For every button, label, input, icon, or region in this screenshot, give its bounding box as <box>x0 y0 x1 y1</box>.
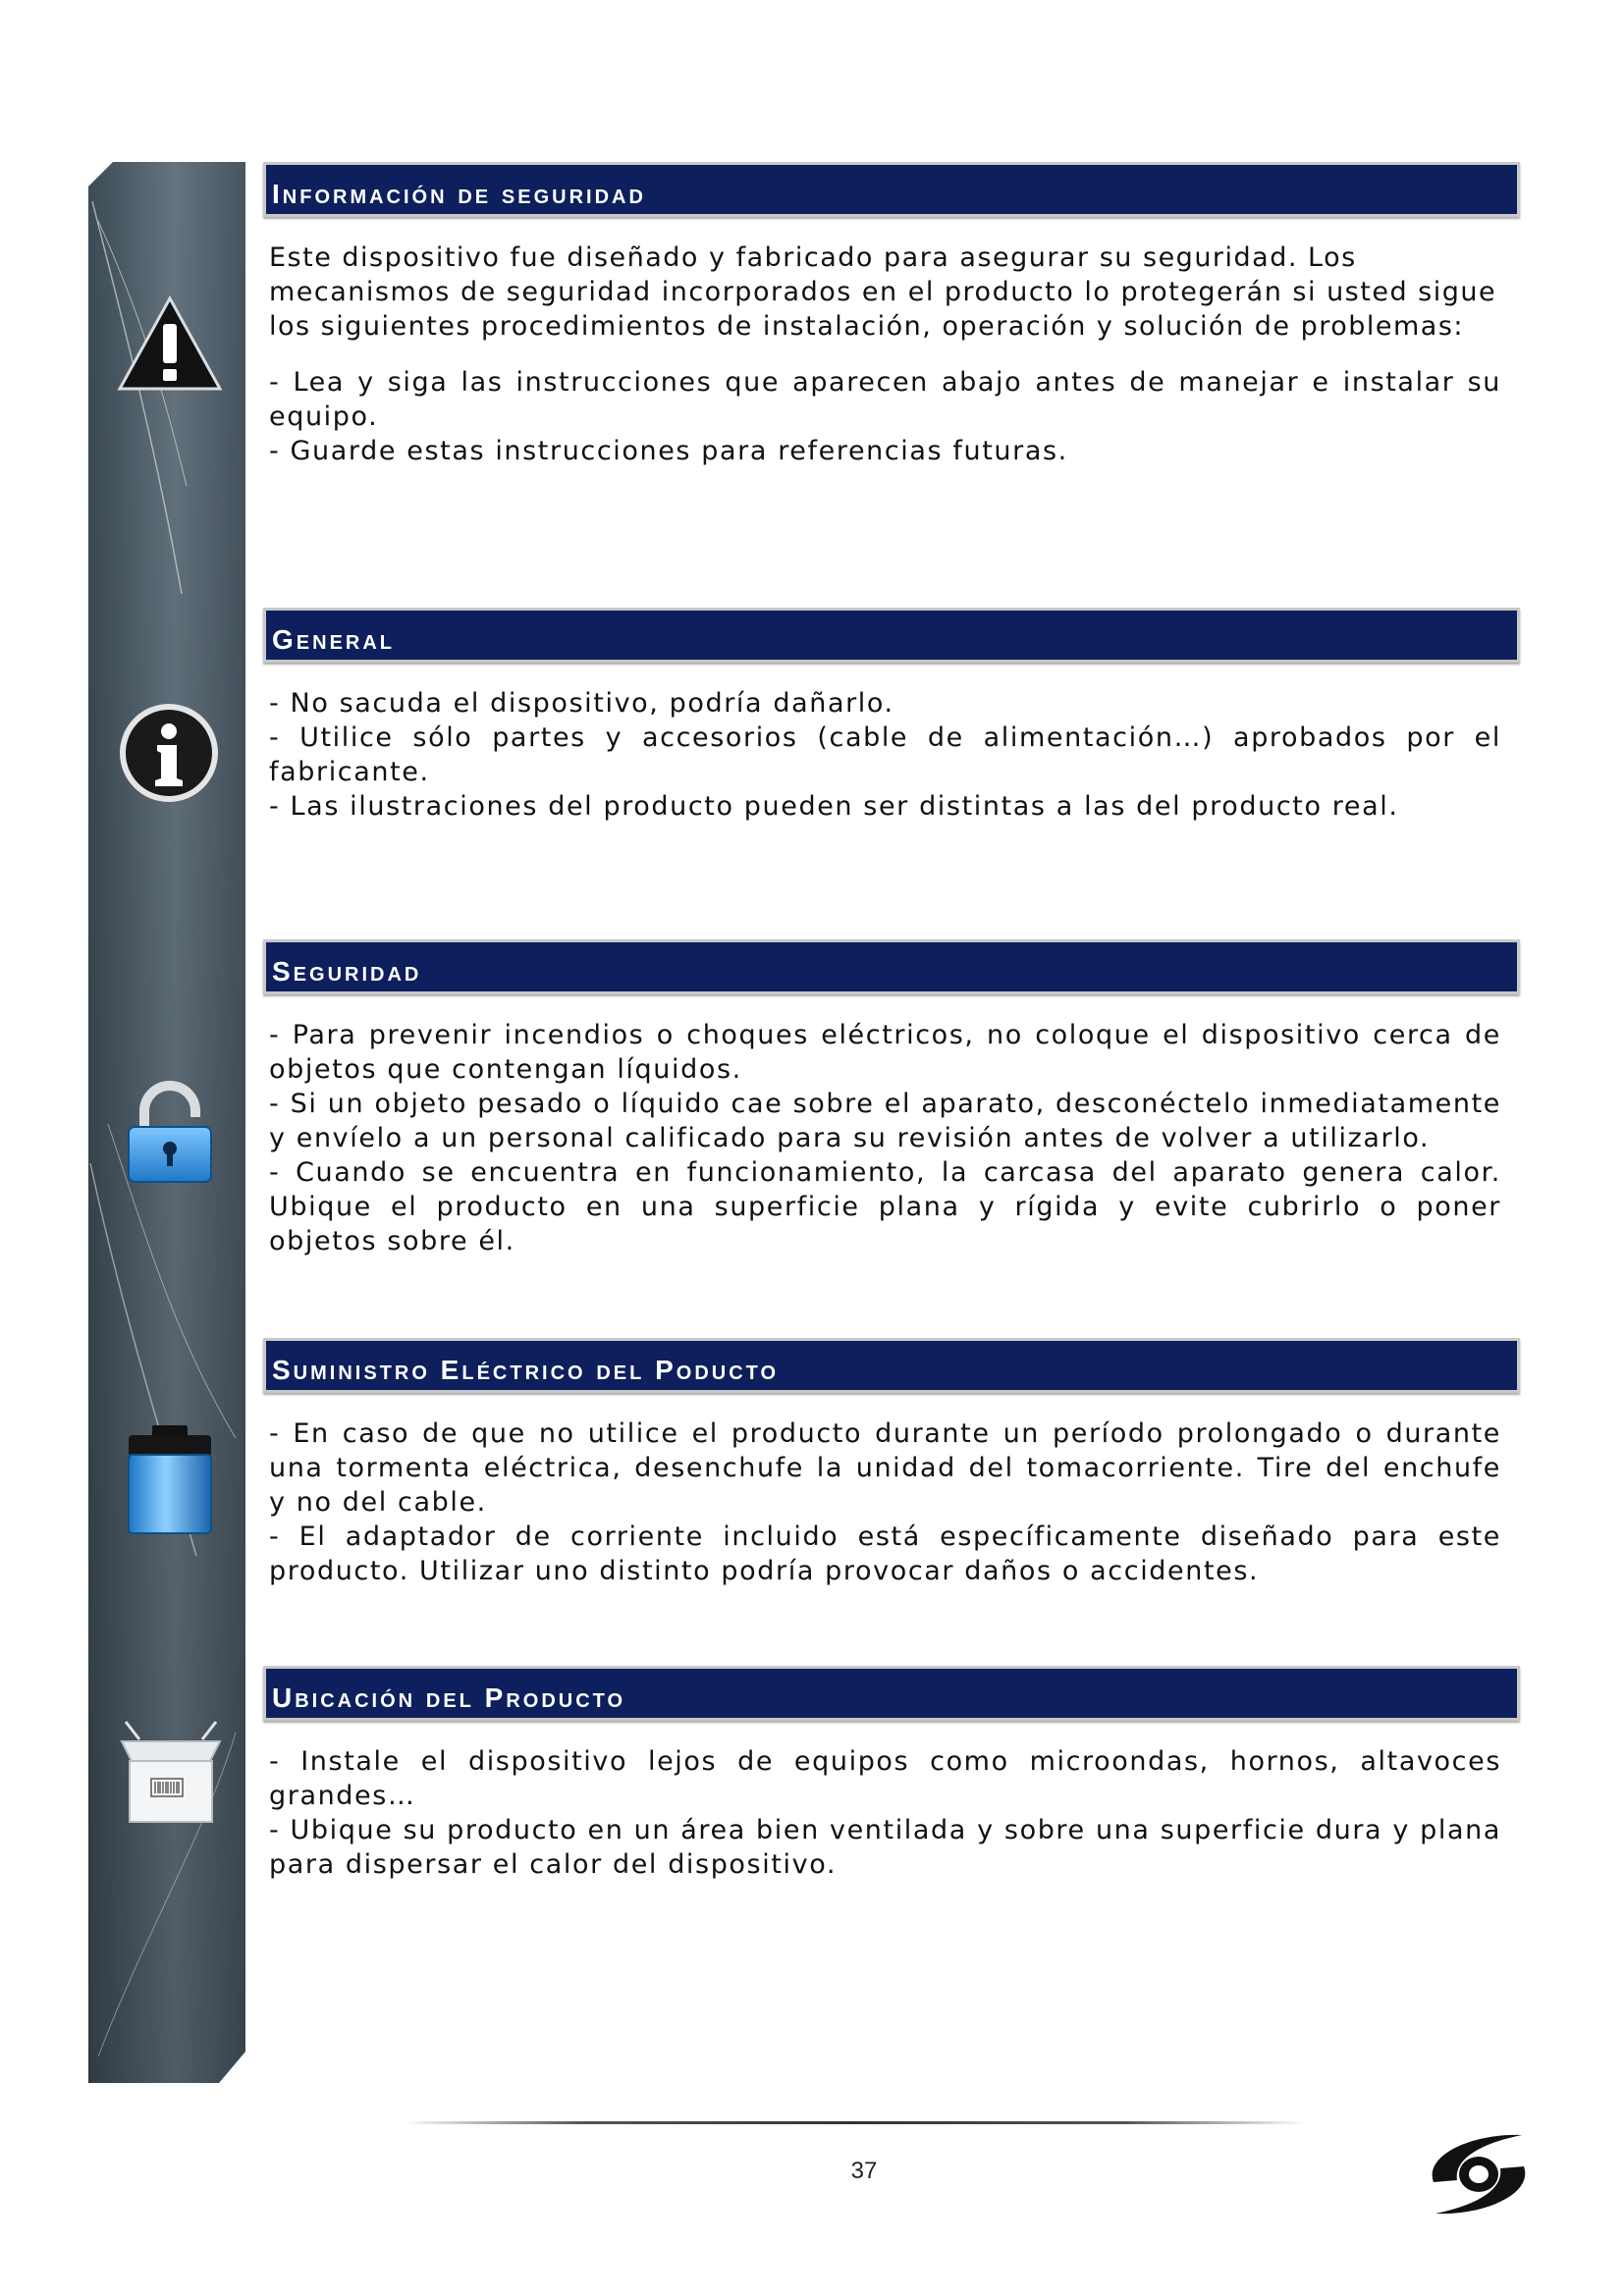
section-title: Información de seguridad <box>272 179 646 209</box>
section-body <box>269 686 1501 824</box>
section-product-location <box>263 1666 1520 1882</box>
section-title: General <box>272 624 396 655</box>
list-item: - Lea y siga las instrucciones que aparecen abajo antes de manejar e instalar su equipo. <box>269 367 1501 432</box>
list-item: - Si un objeto pesado o líquido cae sobre el aparato, desconéctelo inmediatamente y envíelo a un personal calificado para su revisión antes de volver a utilizarlo. <box>269 1089 1501 1153</box>
section-title: Ubicación del Producto <box>272 1682 626 1713</box>
section-header <box>263 1338 1520 1393</box>
footer-divider <box>403 2121 1306 2124</box>
brand-logo-icon <box>1414 2125 1542 2227</box>
section-body <box>269 1018 1501 1258</box>
section-power-supply <box>263 1338 1520 1588</box>
list-item: - Utilice sólo partes y accesorios (cable de alimentación…) aprobados por el fabricante. <box>269 722 1501 787</box>
list-item: - Guarde estas instrucciones para referencias futuras. <box>269 436 1068 466</box>
info-icon <box>118 702 221 805</box>
list-item: - Para prevenir incendios o choques eléctricos, no coloque el dispositivo cerca de objetos que contengan líquidos. <box>269 1020 1501 1085</box>
section-body <box>269 1416 1501 1588</box>
list-item: - Instale el dispositivo lejos de equipos como microondas, hornos, altavoces grandes… <box>269 1746 1501 1811</box>
intro-paragraph: Este dispositivo fue diseñado y fabricado para asegurar su seguridad. Los mecanismos de seguridad incorporados en el producto lo protegerán si usted sigue los siguientes procedimientos de instalación, operación y solución de problemas: <box>269 242 1497 342</box>
section-safety-information <box>263 162 1520 468</box>
section-header <box>263 162 1520 217</box>
battery-icon <box>123 1423 217 1536</box>
box-icon <box>116 1718 226 1826</box>
section-header <box>263 1666 1520 1721</box>
section-header <box>263 939 1520 994</box>
padlock-icon <box>123 1078 217 1186</box>
section-header <box>263 608 1520 663</box>
list-item: - El adaptador de corriente incluido está específicamente diseñado para este producto. Utilizar uno distinto podría provocar daños o accidentes. <box>269 1522 1501 1586</box>
section-title: Suministro Eléctrico del Poducto <box>272 1355 780 1385</box>
section-title: Seguridad <box>272 956 422 987</box>
section-body <box>269 240 1501 468</box>
section-body <box>269 1744 1501 1882</box>
list-item: - No sacuda el dispositivo, podría dañarlo. <box>269 688 894 719</box>
list-item: - En caso de que no utilice el producto durante un período prolongado o durante una tormenta eléctrica, desenchufe la unidad del tomacorriente. Tire del enchufe y no del cable. <box>269 1418 1501 1518</box>
list-item: - Cuando se encuentra en funcionamiento, la carcasa del aparato genera calor. Ubique el producto en una superficie plana y rígida y evite cubrirlo o poner objetos sobre él. <box>269 1157 1501 1256</box>
section-security <box>263 939 1520 1258</box>
warning-icon <box>116 294 224 393</box>
section-general <box>263 608 1520 824</box>
list-item: - Ubique su producto en un área bien ventilada y sobre una superficie dura y plana para dispersar el calor del dispositivo. <box>269 1815 1501 1880</box>
list-item: - Las ilustraciones del producto pueden ser distintas a las del producto real. <box>269 791 1399 822</box>
page-number: 37 <box>850 2158 878 2184</box>
